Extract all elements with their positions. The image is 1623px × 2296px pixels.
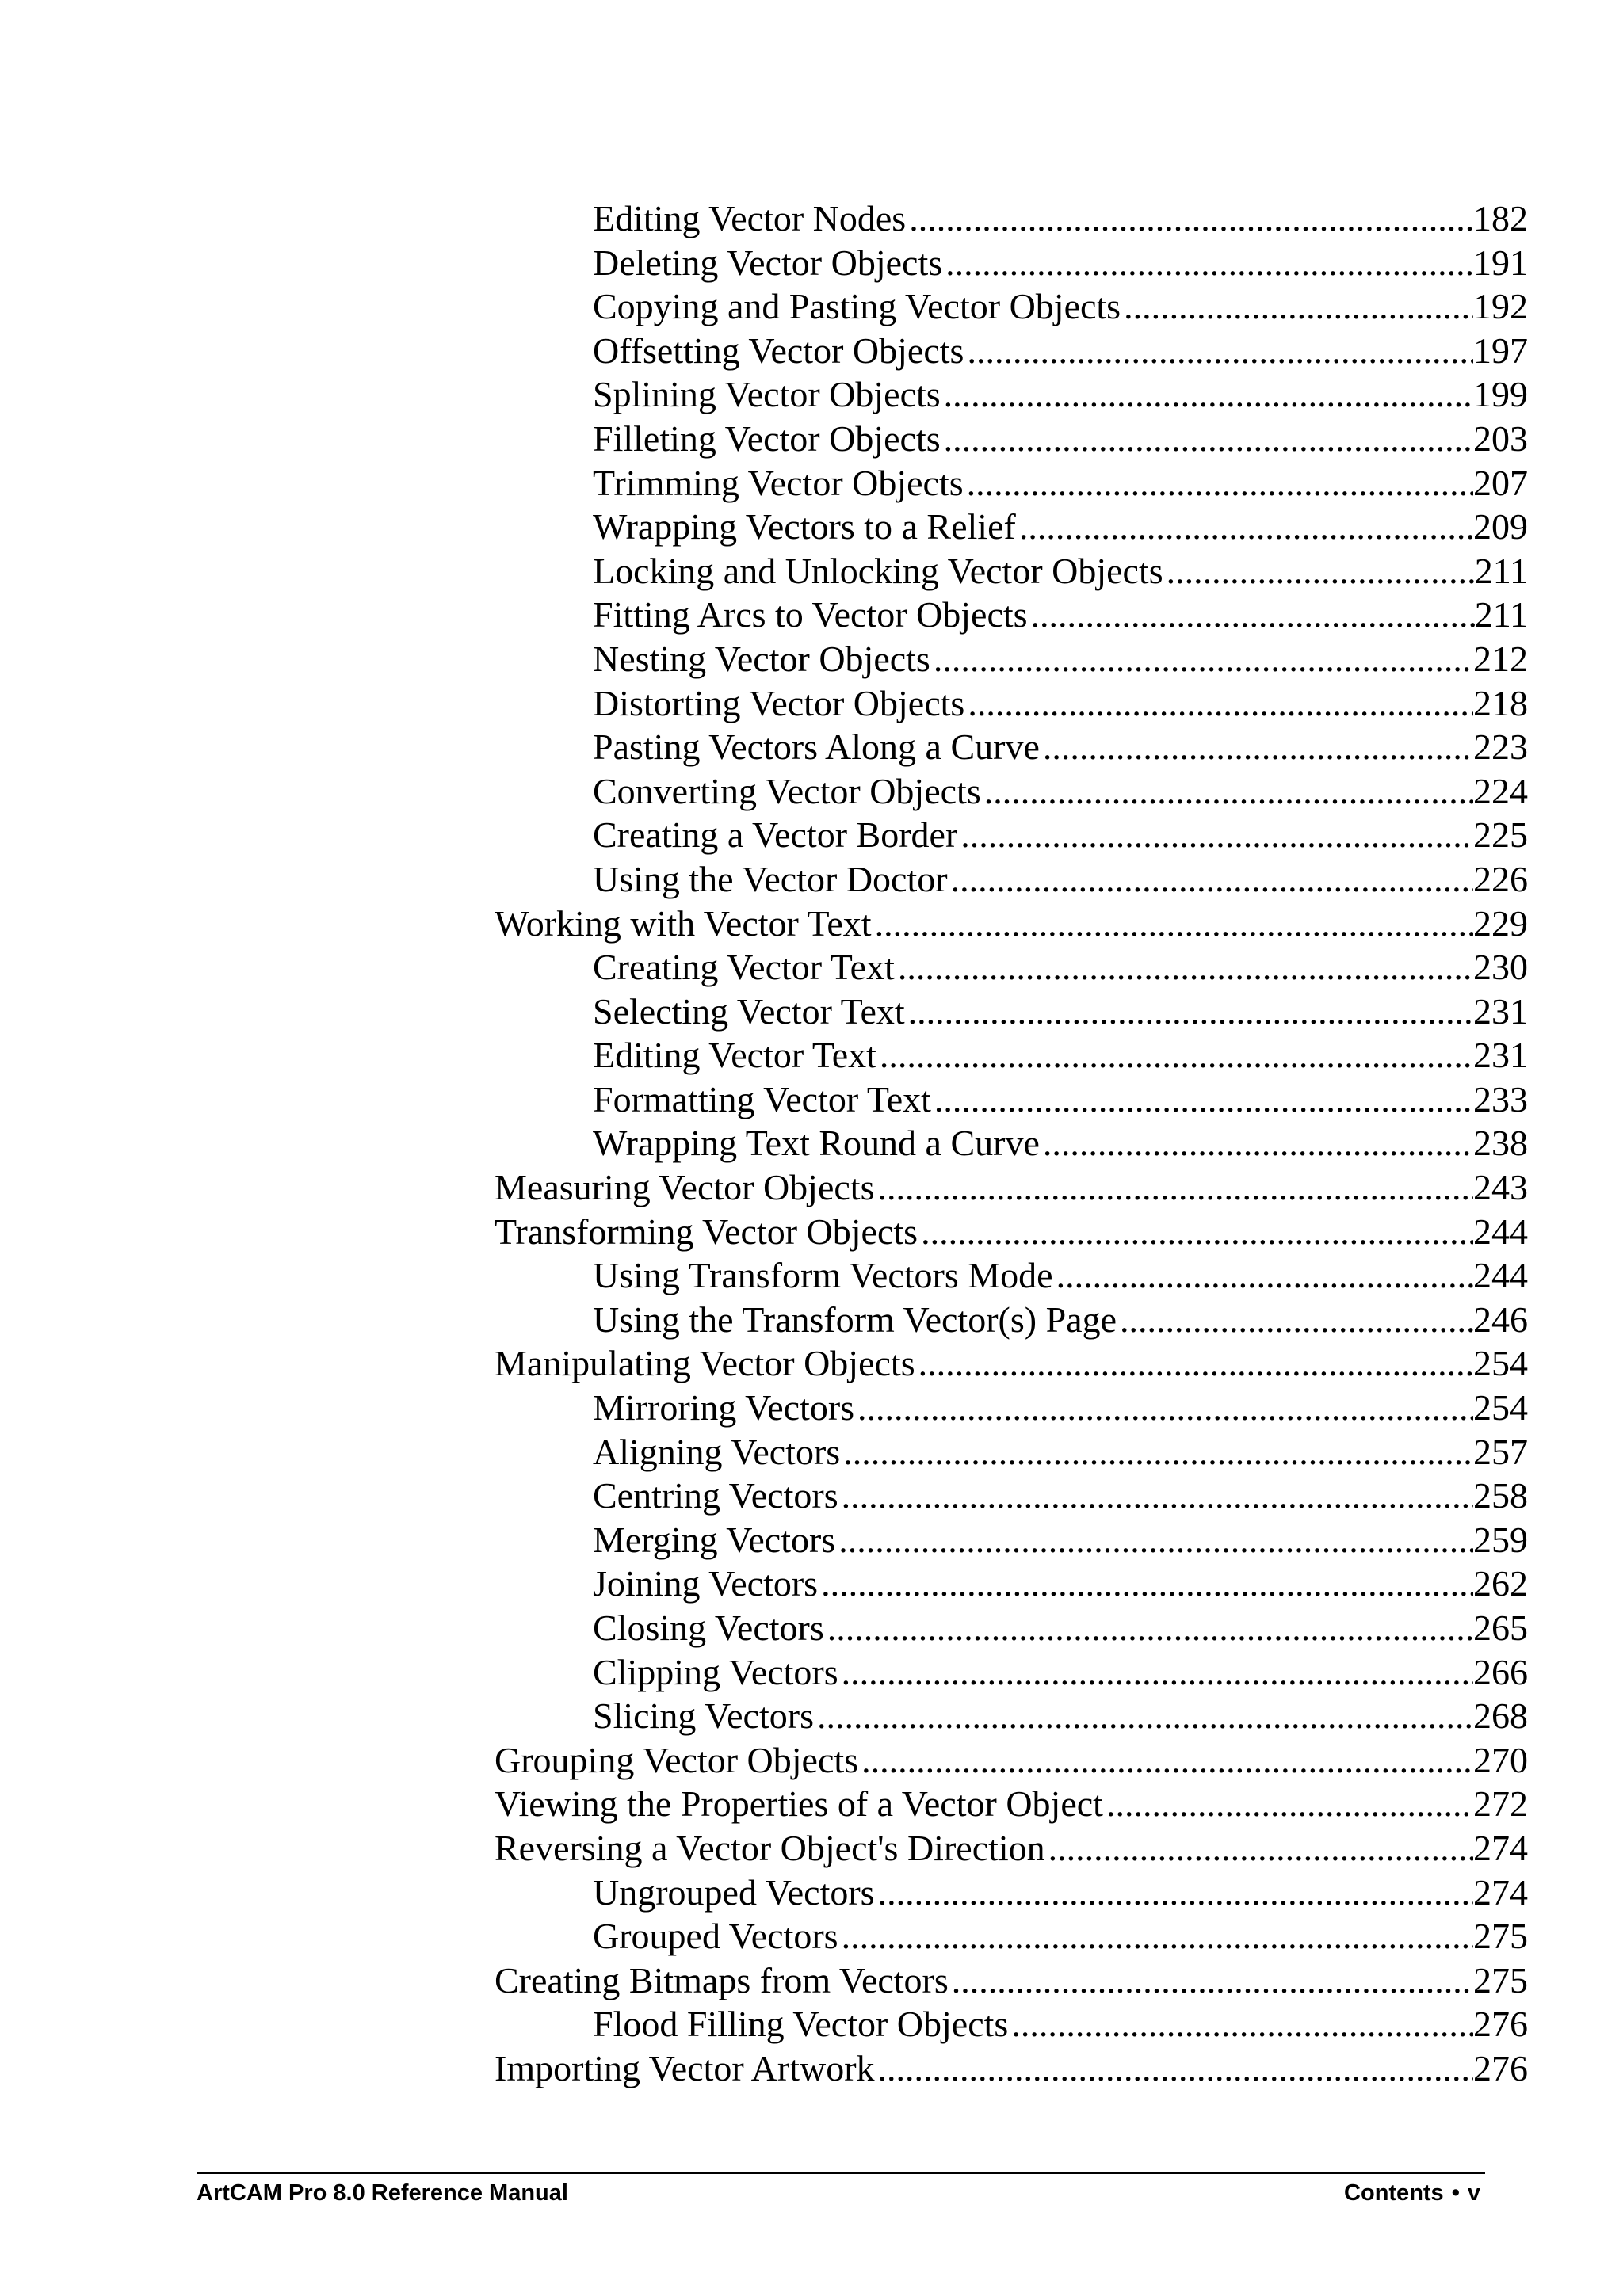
footer-rule (197, 2172, 1485, 2174)
toc-entry-page: 229 (1473, 902, 1528, 944)
toc-entry-title: Offsetting Vector Objects (593, 330, 964, 371)
toc-entry-page: 233 (1473, 1078, 1528, 1119)
toc-entry-title: Measuring Vector Objects (495, 1167, 875, 1208)
toc-entry[interactable] (495, 1782, 1528, 1826)
toc-entry[interactable] (495, 2002, 1528, 2046)
toc-entry-page: 223 (1473, 727, 1528, 768)
toc-entry-title: Wrapping Vectors to a Relief (593, 506, 1016, 547)
toc-entry-page: 259 (1473, 1519, 1528, 1560)
toc-entry-page: 266 (1473, 1651, 1528, 1692)
toc-entry[interactable] (495, 1253, 1528, 1298)
toc-entry-page: 209 (1473, 506, 1528, 547)
toc-entry[interactable] (495, 1518, 1528, 1562)
toc-dot-leader (843, 1430, 1473, 1474)
toc-entry-title: Using the Transform Vector(s) Page (593, 1299, 1117, 1340)
toc-entry-title: Selecting Vector Text (593, 990, 905, 1032)
toc-dot-leader (821, 1562, 1473, 1606)
toc-dot-leader (877, 1165, 1473, 1210)
toc-entry-title: Nesting Vector Objects (593, 638, 930, 679)
toc-dot-leader (951, 857, 1473, 902)
toc-entry-title: Flood Filling Vector Objects (593, 2004, 1009, 2045)
toc-entry-page: 199 (1473, 374, 1528, 415)
toc-entry-page: 258 (1473, 1475, 1528, 1516)
toc-entry-page: 276 (1473, 2047, 1528, 2088)
toc-entry[interactable] (495, 1386, 1528, 1430)
toc-entry[interactable] (495, 505, 1528, 549)
toc-entry-page: 246 (1473, 1299, 1528, 1340)
footer-bullet: • (1451, 2180, 1460, 2206)
toc-entry-title: Reversing a Vector Object's Direction (495, 1827, 1045, 1868)
toc-entry-page: 244 (1473, 1255, 1528, 1296)
toc-dot-leader (918, 1341, 1473, 1386)
toc-entry-title: Grouping Vector Objects (495, 1739, 859, 1780)
toc-entry-page: 182 (1473, 198, 1528, 238)
toc-entry-title: Viewing the Properties of a Vector Object (495, 1783, 1103, 1825)
toc-dot-leader (878, 2046, 1473, 2091)
toc-entry-page: 244 (1473, 1211, 1528, 1252)
toc-entry-page: 203 (1473, 418, 1528, 459)
toc-entry[interactable] (495, 1958, 1528, 2003)
toc-dot-leader (968, 681, 1473, 726)
toc-dot-leader (952, 1958, 1473, 2003)
toc-entry-title: Ungrouped Vectors (593, 1871, 875, 1913)
toc-entry-title: Editing Vector Text (593, 1035, 876, 1076)
toc-entry-page: 211 (1474, 550, 1528, 591)
toc-entry-title: Transforming Vector Objects (495, 1211, 918, 1252)
toc-entry[interactable] (495, 813, 1528, 857)
toc-dot-leader (898, 945, 1473, 990)
toc-entry-page: 276 (1473, 2004, 1528, 2045)
toc-entry-title: Distorting Vector Objects (593, 682, 965, 723)
toc-entry-page: 275 (1473, 1959, 1528, 2000)
toc-entry-page: 225 (1473, 814, 1528, 856)
toc-dot-leader (1124, 284, 1473, 329)
toc-entry[interactable] (495, 945, 1528, 990)
toc-entry-title: Editing Vector Nodes (593, 198, 907, 238)
toc-entry-page: 257 (1473, 1431, 1528, 1472)
toc-entry-page: 275 (1473, 1916, 1528, 1957)
toc-entry-title: Working with Vector Text (495, 902, 872, 944)
toc-entry-title: Grouped Vectors (593, 1916, 838, 1957)
toc-entry-title: Creating Bitmaps from Vectors (495, 1959, 949, 2000)
toc-entry[interactable] (495, 769, 1528, 814)
toc-dot-leader (960, 813, 1473, 857)
toc-dot-leader (842, 1474, 1473, 1518)
toc-entry[interactable] (495, 372, 1528, 417)
toc-dot-leader (1043, 725, 1473, 769)
toc-entry-title: Creating a Vector Border (593, 814, 958, 856)
toc-dot-leader (909, 196, 1473, 241)
toc-entry-page: 243 (1473, 1167, 1528, 1208)
toc-entry[interactable] (495, 1871, 1528, 1915)
toc-dot-leader (908, 990, 1473, 1034)
toc-dot-leader (1043, 1121, 1473, 1165)
toc-entry-title: Splining Vector Objects (593, 374, 941, 415)
toc-entry-title: Importing Vector Artwork (495, 2047, 875, 2088)
toc-entry[interactable] (495, 681, 1528, 726)
toc-dot-leader (817, 1694, 1473, 1738)
toc-entry-title: Using the Vector Doctor (593, 858, 948, 899)
toc-dot-leader (921, 1210, 1473, 1254)
page-footer (197, 2177, 1485, 2209)
toc-entry[interactable] (495, 1562, 1528, 1606)
footer-page-number: v (1467, 2180, 1480, 2206)
toc-dot-leader (842, 1914, 1473, 1958)
toc-entry-page: 231 (1473, 1035, 1528, 1076)
toc-entry-page: 268 (1473, 1695, 1528, 1737)
toc-entry[interactable] (495, 1165, 1528, 1210)
toc-entry-title: Deleting Vector Objects (593, 242, 943, 283)
toc-dot-leader (934, 637, 1473, 681)
toc-entry[interactable] (495, 1474, 1528, 1518)
table-of-contents (495, 196, 1528, 2091)
toc-entry-title: Centring Vectors (593, 1475, 838, 1516)
toc-entry-title: Pasting Vectors Along a Curve (593, 727, 1040, 768)
toc-entry[interactable] (495, 1298, 1528, 1342)
toc-entry-page: 230 (1473, 947, 1528, 988)
toc-entry-page: 207 (1473, 462, 1528, 503)
toc-entry-page: 197 (1473, 330, 1528, 371)
toc-dot-leader (1019, 505, 1473, 549)
toc-entry-page: 191 (1473, 242, 1528, 283)
toc-dot-leader (857, 1386, 1473, 1430)
toc-dot-leader (878, 1871, 1473, 1915)
toc-entry-title: Mirroring Vectors (593, 1387, 855, 1428)
toc-dot-leader (1056, 1253, 1473, 1298)
toc-dot-leader (1031, 593, 1475, 637)
toc-entry-title: Clipping Vectors (593, 1651, 838, 1692)
toc-entry[interactable] (495, 1121, 1528, 1165)
toc-entry[interactable] (495, 549, 1528, 593)
toc-entry[interactable] (495, 1077, 1528, 1122)
toc-entry[interactable] (495, 2046, 1528, 2091)
toc-entry-title: Joining Vectors (593, 1563, 819, 1604)
toc-entry-page: 224 (1473, 770, 1528, 811)
toc-dot-leader (1048, 1826, 1473, 1871)
toc-entry-page: 265 (1473, 1608, 1528, 1648)
toc-entry-page: 254 (1473, 1387, 1528, 1428)
toc-entry-title: Wrapping Text Round a Curve (593, 1123, 1040, 1164)
footer-page-label (1344, 2177, 1480, 2209)
footer-manual-title: ArtCAM Pro 8.0 Reference Manual (197, 2180, 568, 2206)
toc-dot-leader (1120, 1298, 1473, 1342)
toc-entry[interactable] (495, 857, 1528, 902)
toc-entry[interactable] (495, 329, 1528, 373)
toc-entry-title: Creating Vector Text (593, 947, 895, 988)
toc-dot-leader (838, 1518, 1473, 1562)
toc-entry-page: 231 (1473, 990, 1528, 1032)
toc-entry-title: Manipulating Vector Objects (495, 1343, 915, 1384)
toc-dot-leader (842, 1650, 1473, 1695)
toc-entry-title: Using Transform Vectors Mode (593, 1255, 1053, 1296)
toc-entry-page: 254 (1473, 1343, 1528, 1384)
toc-entry-page: 238 (1473, 1123, 1528, 1164)
toc-entry[interactable] (495, 1914, 1528, 1958)
toc-dot-leader (984, 769, 1473, 814)
toc-entry[interactable] (495, 1738, 1528, 1783)
toc-dot-leader (1167, 549, 1475, 593)
toc-entry-page: 192 (1473, 286, 1528, 327)
toc-entry-title: Filleting Vector Objects (593, 418, 941, 459)
toc-entry[interactable] (495, 1033, 1528, 1077)
toc-entry-title: Converting Vector Objects (593, 770, 981, 811)
toc-entry[interactable] (495, 593, 1528, 637)
toc-dot-leader (827, 1606, 1473, 1650)
toc-entry[interactable] (495, 1606, 1528, 1650)
toc-entry[interactable] (495, 1430, 1528, 1474)
toc-entry-title: Merging Vectors (593, 1519, 836, 1560)
toc-entry[interactable] (495, 1826, 1528, 1871)
toc-entry[interactable] (495, 196, 1528, 241)
toc-entry-page: 212 (1473, 638, 1528, 679)
toc-dot-leader (1106, 1782, 1473, 1826)
toc-entry[interactable] (495, 1650, 1528, 1695)
toc-entry-page: 274 (1473, 1827, 1528, 1868)
toc-dot-leader (875, 902, 1473, 946)
toc-entry[interactable] (495, 284, 1528, 329)
toc-entry[interactable] (495, 241, 1528, 285)
toc-entry-page: 274 (1473, 1871, 1528, 1913)
toc-entry-page: 218 (1473, 682, 1528, 723)
toc-entry[interactable] (495, 1210, 1528, 1254)
toc-dot-leader (967, 461, 1473, 505)
toc-entry-page: 226 (1473, 858, 1528, 899)
toc-entry-page: 262 (1473, 1563, 1528, 1604)
toc-entry-title: Formatting Vector Text (593, 1078, 931, 1119)
toc-entry[interactable] (495, 417, 1528, 461)
toc-dot-leader (945, 241, 1473, 285)
toc-entry-title: Slicing Vectors (593, 1695, 814, 1737)
toc-dot-leader (944, 372, 1473, 417)
toc-entry[interactable] (495, 1694, 1528, 1738)
toc-dot-leader (861, 1738, 1473, 1783)
toc-entry-page: 270 (1473, 1739, 1528, 1780)
footer-section: Contents (1344, 2180, 1444, 2206)
toc-entry-page: 211 (1474, 594, 1528, 635)
toc-dot-leader (944, 417, 1473, 461)
toc-entry[interactable] (495, 637, 1528, 681)
toc-entry[interactable] (495, 461, 1528, 505)
toc-entry[interactable] (495, 1341, 1528, 1386)
toc-entry-title: Fitting Arcs to Vector Objects (593, 594, 1028, 635)
toc-dot-leader (1011, 2002, 1473, 2046)
toc-entry-page: 272 (1473, 1783, 1528, 1825)
toc-dot-leader (934, 1077, 1473, 1122)
toc-entry-title: Copying and Pasting Vector Objects (593, 286, 1121, 327)
toc-dot-leader (880, 1033, 1473, 1077)
toc-entry-title: Aligning Vectors (593, 1431, 841, 1472)
toc-entry[interactable] (495, 725, 1528, 769)
toc-entry[interactable] (495, 902, 1528, 946)
toc-entry-title: Trimming Vector Objects (593, 462, 964, 503)
toc-entry[interactable] (495, 990, 1528, 1034)
toc-entry-title: Closing Vectors (593, 1608, 824, 1648)
toc-entry-title: Locking and Unlocking Vector Objects (593, 550, 1163, 591)
toc-dot-leader (967, 329, 1473, 373)
